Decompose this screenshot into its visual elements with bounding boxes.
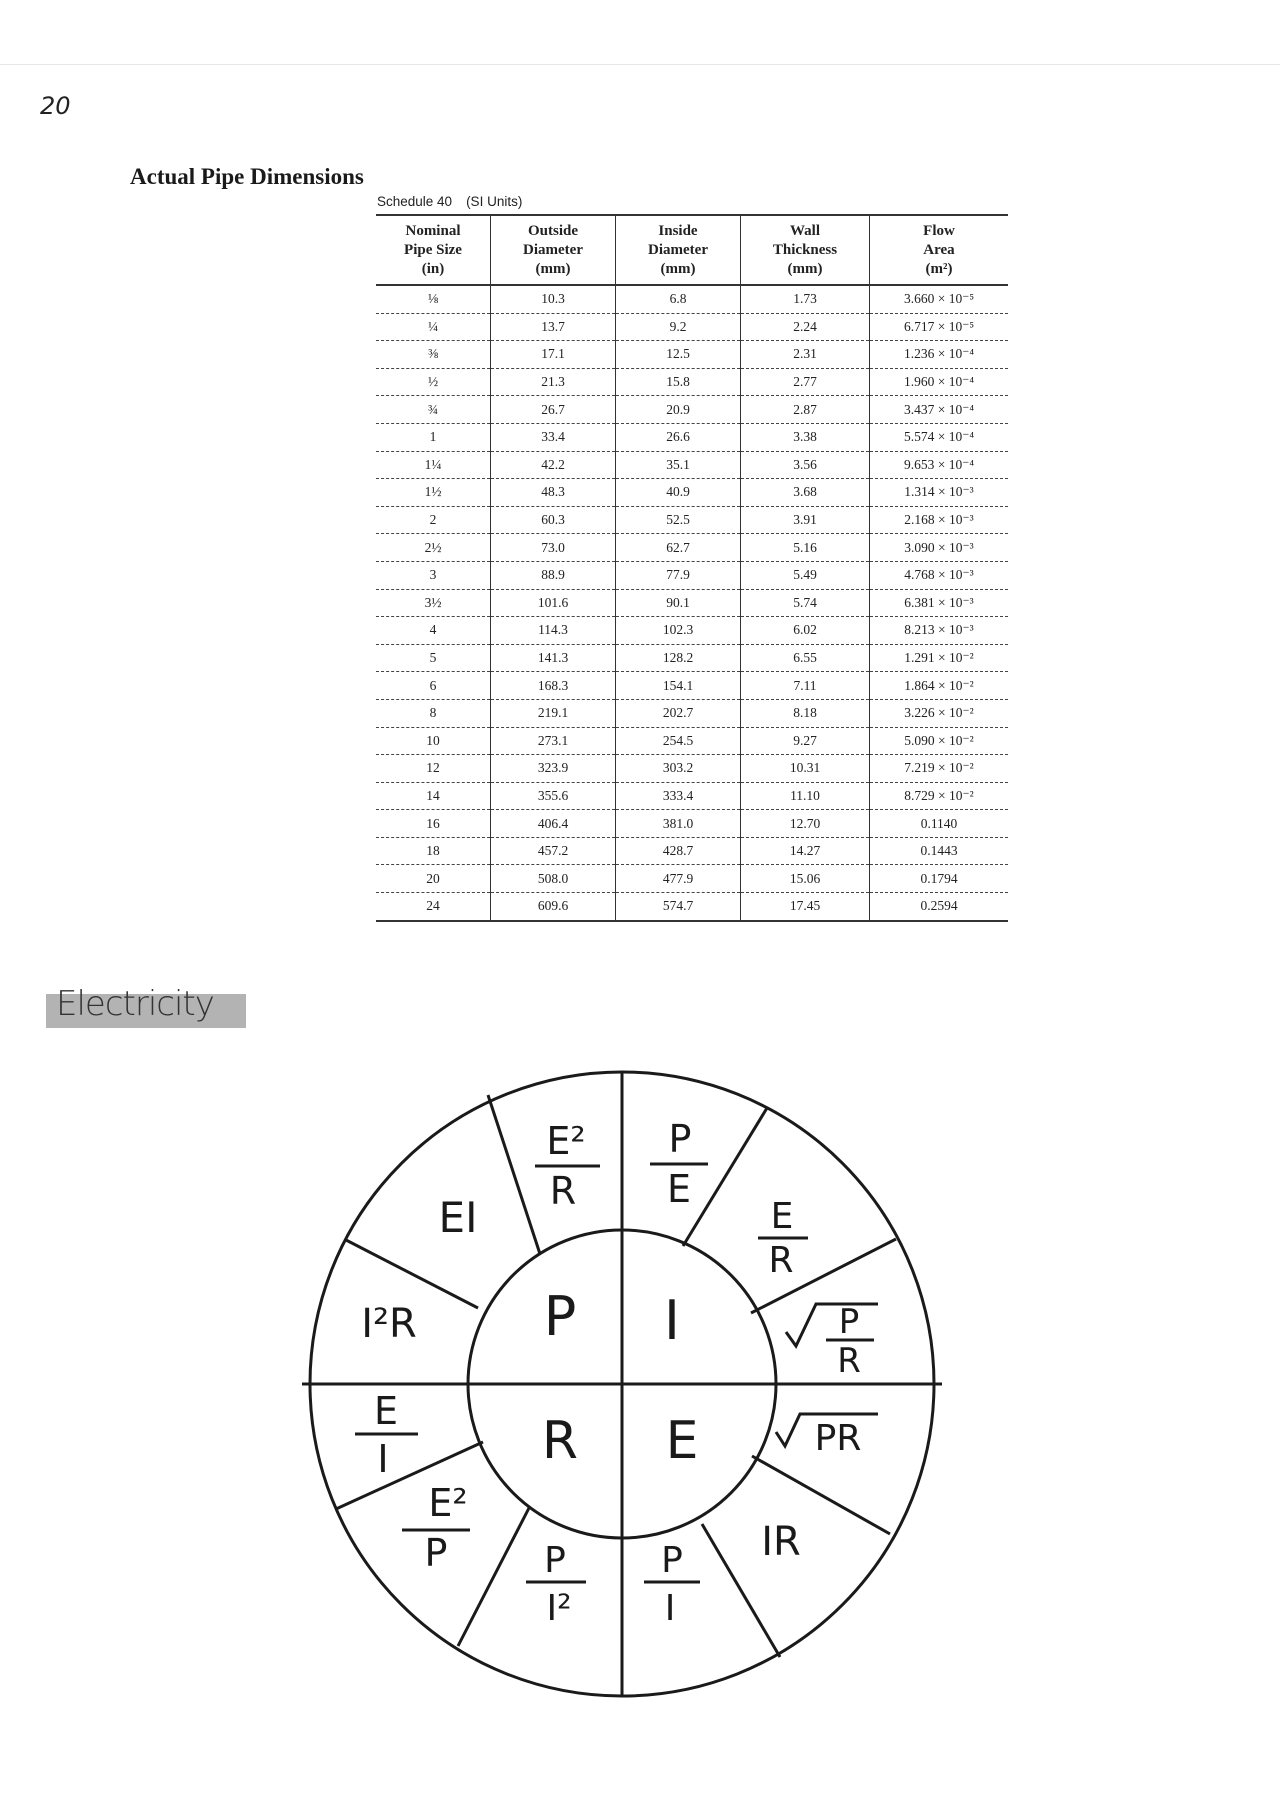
- inside-diameter-cell: 90.1: [616, 589, 741, 617]
- center-p: P: [543, 1285, 577, 1348]
- outside-diameter-cell: 141.3: [491, 644, 616, 672]
- formula-e2p-denominator: P: [424, 1531, 448, 1575]
- nominal-size-cell: ¼: [376, 313, 491, 341]
- wall-thickness-cell: 3.91: [741, 506, 870, 534]
- wall-thickness-cell: 7.11: [741, 672, 870, 700]
- flow-area-cell: 1.314 × 10⁻³: [870, 479, 1009, 507]
- flow-area-cell: 2.168 × 10⁻³: [870, 506, 1009, 534]
- inside-diameter-cell: 477.9: [616, 865, 741, 893]
- outside-diameter-cell: 219.1: [491, 699, 616, 727]
- formula-e2r-denominator: R: [549, 1169, 577, 1213]
- outside-diameter-cell: 13.7: [491, 313, 616, 341]
- nominal-size-cell: ¾: [376, 396, 491, 424]
- wall-thickness-cell: 12.70: [741, 810, 870, 838]
- outside-diameter-cell: 73.0: [491, 534, 616, 562]
- flow-area-cell: 3.090 × 10⁻³: [870, 534, 1009, 562]
- flow-area-cell: 5.574 × 10⁻⁴: [870, 423, 1009, 451]
- inside-diameter-cell: 15.8: [616, 368, 741, 396]
- inside-diameter-cell: 62.7: [616, 534, 741, 562]
- flow-area-cell: 3.660 × 10⁻⁵: [870, 285, 1009, 313]
- nominal-size-cell: 5: [376, 644, 491, 672]
- wall-thickness-cell: 14.27: [741, 837, 870, 865]
- nominal-size-cell: 1¼: [376, 451, 491, 479]
- wall-thickness-cell: 11.10: [741, 782, 870, 810]
- page-title: Actual Pipe Dimensions: [130, 164, 364, 189]
- units-label: (SI Units): [466, 194, 523, 209]
- formula-i2r: I²R: [361, 1301, 417, 1347]
- col-flow-area: Flow Area (m²): [870, 215, 1009, 285]
- wall-thickness-cell: 2.87: [741, 396, 870, 424]
- wall-thickness-cell: 3.68: [741, 479, 870, 507]
- nominal-size-cell: 6: [376, 672, 491, 700]
- flow-area-cell: 3.437 × 10⁻⁴: [870, 396, 1009, 424]
- flow-area-cell: 1.960 × 10⁻⁴: [870, 368, 1009, 396]
- outside-diameter-cell: 10.3: [491, 285, 616, 313]
- outside-diameter-cell: 609.6: [491, 893, 616, 921]
- nominal-size-cell: 8: [376, 699, 491, 727]
- flow-area-cell: 1.236 × 10⁻⁴: [870, 341, 1009, 369]
- outside-diameter-cell: 168.3: [491, 672, 616, 700]
- wheel-spoke: [488, 1095, 540, 1254]
- flow-area-cell: 0.2594: [870, 893, 1009, 921]
- formula-pi-numerator: P: [661, 1540, 683, 1581]
- center-i: I: [664, 1289, 680, 1352]
- outside-diameter-cell: 508.0: [491, 865, 616, 893]
- formula-sqrt-pr: PR: [814, 1418, 862, 1459]
- formula-ei: EI: [438, 1193, 478, 1242]
- formula-e2-numerator: E²: [546, 1119, 586, 1163]
- inside-diameter-cell: 202.7: [616, 699, 741, 727]
- page-number: 20: [40, 92, 71, 120]
- nominal-size-cell: 16: [376, 810, 491, 838]
- nominal-size-cell: 3½: [376, 589, 491, 617]
- inside-diameter-cell: 20.9: [616, 396, 741, 424]
- outside-diameter-cell: 42.2: [491, 451, 616, 479]
- wall-thickness-cell: 5.49: [741, 561, 870, 589]
- flow-area-cell: 5.090 × 10⁻²: [870, 727, 1009, 755]
- formula-sqrt-pr-numerator: P: [838, 1302, 860, 1342]
- inside-diameter-cell: 428.7: [616, 837, 741, 865]
- inside-diameter-cell: 52.5: [616, 506, 741, 534]
- flow-area-cell: 0.1794: [870, 865, 1009, 893]
- nominal-size-cell: 20: [376, 865, 491, 893]
- formula-ir: IR: [761, 1519, 801, 1565]
- wall-thickness-cell: 8.18: [741, 699, 870, 727]
- col-nominal-pipe-size: Nominal Pipe Size (in): [376, 215, 491, 285]
- outside-diameter-cell: 273.1: [491, 727, 616, 755]
- flow-area-cell: 3.226 × 10⁻²: [870, 699, 1009, 727]
- wall-thickness-cell: 2.31: [741, 341, 870, 369]
- outside-diameter-cell: 406.4: [491, 810, 616, 838]
- outside-diameter-cell: 48.3: [491, 479, 616, 507]
- section-label: Electricity: [56, 984, 214, 1024]
- outside-diameter-cell: 33.4: [491, 423, 616, 451]
- wheel-spoke: [346, 1240, 478, 1308]
- wall-thickness-cell: 5.74: [741, 589, 870, 617]
- formula-pe-numerator: P: [668, 1117, 692, 1161]
- wall-thickness-cell: 9.27: [741, 727, 870, 755]
- flow-area-cell: 0.1443: [870, 837, 1009, 865]
- outside-diameter-cell: 21.3: [491, 368, 616, 396]
- nominal-size-cell: 18: [376, 837, 491, 865]
- nominal-size-cell: 1: [376, 423, 491, 451]
- inside-diameter-cell: 333.4: [616, 782, 741, 810]
- nominal-size-cell: 1½: [376, 479, 491, 507]
- inside-diameter-cell: 6.8: [616, 285, 741, 313]
- outside-diameter-cell: 114.3: [491, 617, 616, 645]
- nominal-size-cell: 3: [376, 561, 491, 589]
- outside-diameter-cell: 60.3: [491, 506, 616, 534]
- flow-area-cell: 7.219 × 10⁻²: [870, 755, 1009, 783]
- center-r: R: [541, 1411, 579, 1471]
- nominal-size-cell: ⅜: [376, 341, 491, 369]
- flow-area-cell: 8.729 × 10⁻²: [870, 782, 1009, 810]
- nominal-size-cell: 2½: [376, 534, 491, 562]
- formula-pi2-numerator: P: [544, 1540, 566, 1581]
- wheel-spoke: [683, 1108, 767, 1246]
- wall-thickness-cell: 10.31: [741, 755, 870, 783]
- nominal-size-cell: ½: [376, 368, 491, 396]
- formula-pi2-denominator: I²: [546, 1588, 572, 1629]
- col-wall-thickness: Wall Thickness (mm): [741, 215, 870, 285]
- inside-diameter-cell: 303.2: [616, 755, 741, 783]
- wall-thickness-cell: 6.55: [741, 644, 870, 672]
- wall-thickness-cell: 17.45: [741, 893, 870, 921]
- col-outside-diameter: Outside Diameter (mm): [491, 215, 616, 285]
- wall-thickness-cell: 15.06: [741, 865, 870, 893]
- inside-diameter-cell: 102.3: [616, 617, 741, 645]
- center-e: E: [665, 1411, 699, 1471]
- formula-er-numerator: E: [770, 1196, 794, 1237]
- formula-ei-denominator: I: [377, 1437, 389, 1481]
- formula-pe-denominator: E: [666, 1167, 692, 1211]
- inside-diameter-cell: 12.5: [616, 341, 741, 369]
- nominal-size-cell: ⅛: [376, 285, 491, 313]
- flow-area-cell: 4.768 × 10⁻³: [870, 561, 1009, 589]
- wall-thickness-cell: 3.56: [741, 451, 870, 479]
- outside-diameter-cell: 26.7: [491, 396, 616, 424]
- col-inside-diameter: Inside Diameter (mm): [616, 215, 741, 285]
- inside-diameter-cell: 254.5: [616, 727, 741, 755]
- wall-thickness-cell: 2.77: [741, 368, 870, 396]
- inside-diameter-cell: 574.7: [616, 893, 741, 921]
- flow-area-cell: 0.1140: [870, 810, 1009, 838]
- inside-diameter-cell: 381.0: [616, 810, 741, 838]
- flow-area-cell: 9.653 × 10⁻⁴: [870, 451, 1009, 479]
- flow-area-cell: 1.291 × 10⁻²: [870, 644, 1009, 672]
- outside-diameter-cell: 88.9: [491, 561, 616, 589]
- schedule-label: Schedule 40: [377, 194, 453, 209]
- nominal-size-cell: 10: [376, 727, 491, 755]
- nominal-size-cell: 12: [376, 755, 491, 783]
- outside-diameter-cell: 101.6: [491, 589, 616, 617]
- nominal-size-cell: 2: [376, 506, 491, 534]
- formula-pi-denominator: I: [664, 1588, 676, 1629]
- wall-thickness-cell: 3.38: [741, 423, 870, 451]
- inside-diameter-cell: 35.1: [616, 451, 741, 479]
- inside-diameter-cell: 9.2: [616, 313, 741, 341]
- wall-thickness-cell: 1.73: [741, 285, 870, 313]
- formula-sqrt-pr-denominator: R: [837, 1341, 861, 1381]
- outside-diameter-cell: 17.1: [491, 341, 616, 369]
- flow-area-cell: 1.864 × 10⁻²: [870, 672, 1009, 700]
- formula-er-denominator: R: [768, 1240, 794, 1281]
- flow-area-cell: 8.213 × 10⁻³: [870, 617, 1009, 645]
- outside-diameter-cell: 355.6: [491, 782, 616, 810]
- inside-diameter-cell: 128.2: [616, 644, 741, 672]
- outside-diameter-cell: 457.2: [491, 837, 616, 865]
- inside-diameter-cell: 154.1: [616, 672, 741, 700]
- inside-diameter-cell: 77.9: [616, 561, 741, 589]
- flow-area-cell: 6.717 × 10⁻⁵: [870, 313, 1009, 341]
- inside-diameter-cell: 40.9: [616, 479, 741, 507]
- nominal-size-cell: 24: [376, 893, 491, 921]
- flow-area-cell: 6.381 × 10⁻³: [870, 589, 1009, 617]
- outside-diameter-cell: 323.9: [491, 755, 616, 783]
- formula-ei-numerator: E: [373, 1389, 399, 1433]
- nominal-size-cell: 14: [376, 782, 491, 810]
- wall-thickness-cell: 2.24: [741, 313, 870, 341]
- nominal-size-cell: 4: [376, 617, 491, 645]
- inside-diameter-cell: 26.6: [616, 423, 741, 451]
- wall-thickness-cell: 6.02: [741, 617, 870, 645]
- formula-e2p-numerator: E²: [428, 1481, 468, 1525]
- wall-thickness-cell: 5.16: [741, 534, 870, 562]
